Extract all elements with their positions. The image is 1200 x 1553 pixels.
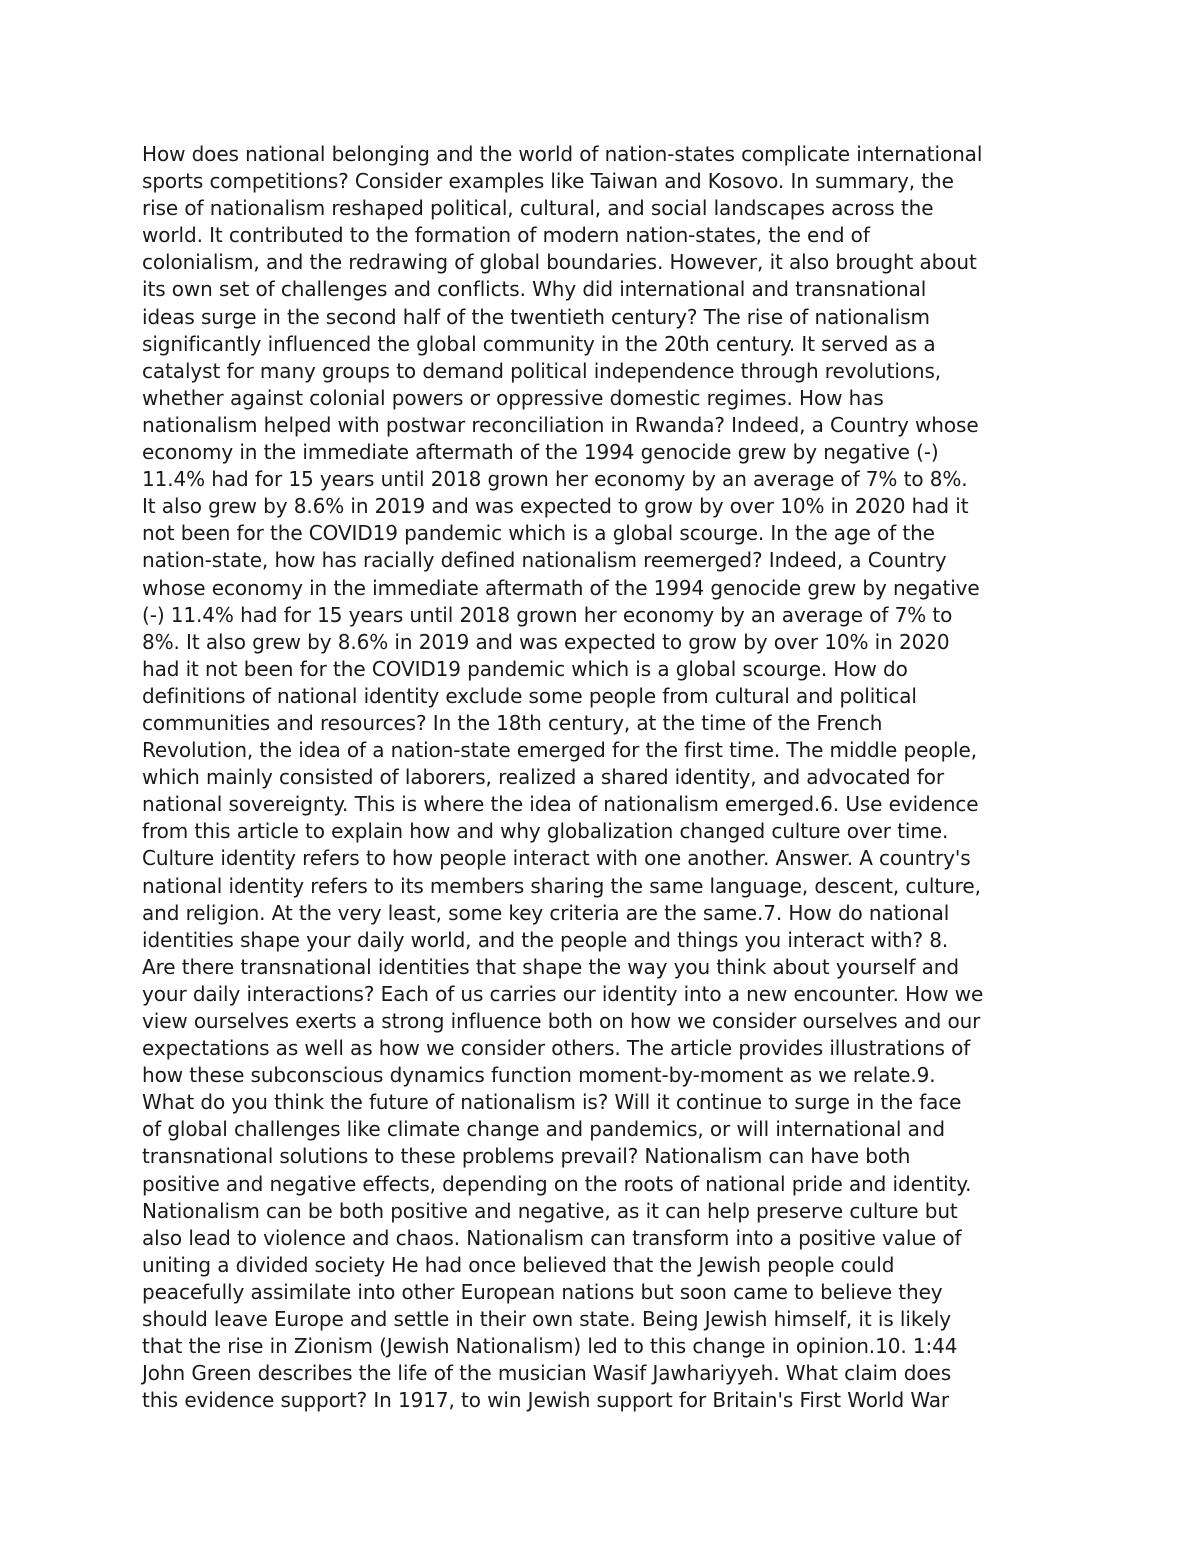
text-line: economy in the immediate aftermath of the 1994 genocide grew by negative (-): [142, 440, 939, 465]
text-line: John Green describes the life of the musician Wasif Jawhariyyeh. What claim does: [142, 1361, 952, 1386]
text-line: had it not been for the COVID19 pandemic which is a global scourge. How do: [142, 656, 908, 681]
text-line: identities shape your daily world, and the people and things you interact with? 8.: [142, 927, 949, 952]
text-line: transnational solutions to these problems prevail? Nationalism can have both: [142, 1144, 911, 1169]
body-text: [142, 141, 1072, 1414]
text-line: of global challenges like climate change and pandemics, or will international and: [142, 1117, 945, 1142]
text-line: nationalism helped with postwar reconciliation in Rwanda? Indeed, a Country whose: [142, 412, 979, 437]
text-line: also lead to violence and chaos. Nationalism can transform into a positive value of: [142, 1225, 962, 1250]
text-line: this evidence support? In 1917, to win Jewish support for Britain's First World War: [142, 1388, 950, 1413]
text-line: should leave Europe and settle in their own state. Being Jewish himself, it is likely: [142, 1307, 951, 1332]
text-line: that the rise in Zionism (Jewish Nationalism) led to this change in opinion.10. 1:44: [142, 1334, 958, 1359]
text-line: national sovereignty. This is where the idea of nationalism emerged.6. Use evidence: [142, 792, 979, 817]
text-line: national identity refers to its members sharing the same language, descent, culture,: [142, 873, 981, 898]
text-line: uniting a divided society He had once believed that the Jewish people could: [142, 1252, 895, 1277]
text-line: Culture identity refers to how people interact with one another. Answer. A country's: [142, 846, 971, 871]
text-line: It also grew by 8.6% in 2019 and was expected to grow by over 10% in 2020 had it: [142, 494, 969, 519]
text-line: colonialism, and the redrawing of global boundaries. However, it also brought about: [142, 250, 977, 275]
text-line: nation-state, how has racially defined nationalism reemerged? Indeed, a Country: [142, 548, 947, 573]
text-line: Revolution, the idea of a nation-state emerged for the first time. The middle people,: [142, 738, 977, 763]
text-line: and religion. At the very least, some key criteria are the same.7. How do national: [142, 900, 950, 925]
text-line: not been for the COVID19 pandemic which is a global scourge. In the age of the: [142, 521, 935, 546]
text-line: its own set of challenges and conflicts. Why did international and transnational: [142, 277, 927, 302]
text-line: communities and resources? In the 18th century, at the time of the French: [142, 710, 883, 735]
text-line: peacefully assimilate into other European nations but soon came to believe they: [142, 1279, 943, 1304]
text-line: which mainly consisted of laborers, realized a shared identity, and advocated for: [142, 765, 944, 790]
text-line: whether against colonial powers or oppressive domestic regimes. How has: [142, 385, 884, 410]
text-line: positive and negative effects, depending on the roots of national pride and identity.: [142, 1171, 972, 1196]
text-line: catalyst for many groups to demand political independence through revolutions,: [142, 358, 942, 383]
text-line: sports competitions? Consider examples like Taiwan and Kosovo. In summary, the: [142, 169, 954, 194]
text-line: What do you think the future of nationalism is? Will it continue to surge in the face: [142, 1090, 962, 1115]
text-line: Nationalism can be both positive and negative, as it can help preserve culture but: [142, 1198, 958, 1223]
text-line: world. It contributed to the formation of modern nation-states, the end of: [142, 223, 870, 248]
text-line: (-) 11.4% had for 15 years until 2018 grown her economy by an average of 7% to: [142, 602, 953, 627]
text-line: rise of nationalism reshaped political, cultural, and social landscapes across the: [142, 196, 934, 221]
text-line: from this article to explain how and why globalization changed culture over time.: [142, 819, 949, 844]
text-line: definitions of national identity exclude some people from cultural and political: [142, 683, 917, 708]
text-line: view ourselves exerts a strong influence both on how we consider ourselves and our: [142, 1009, 981, 1033]
text-line: Are there transnational identities that shape the way you think about yourself and: [142, 954, 959, 979]
text-line: your daily interactions? Each of us carries our identity into a new encounter. How we: [142, 981, 984, 1006]
text-line: how these subconscious dynamics function moment-by-moment as we relate.9.: [142, 1063, 936, 1088]
text-line: ideas surge in the second half of the twentieth century? The rise of nationalism: [142, 304, 930, 329]
text-line: whose economy in the immediate aftermath of the 1994 genocide grew by negative: [142, 575, 980, 600]
text-line: 11.4% had for 15 years until 2018 grown her economy by an average of 7% to 8%.: [142, 467, 968, 492]
text-line: 8%. It also grew by 8.6% in 2019 and was expected to grow by over 10% in 2020: [142, 629, 950, 654]
text-line: How does national belonging and the world of nation-states complicate international: [142, 142, 983, 166]
text-line: significantly influenced the global community in the 20th century. It served as a: [142, 331, 936, 356]
text-line: expectations as well as how we consider others. The article provides illustrations of: [142, 1036, 971, 1061]
